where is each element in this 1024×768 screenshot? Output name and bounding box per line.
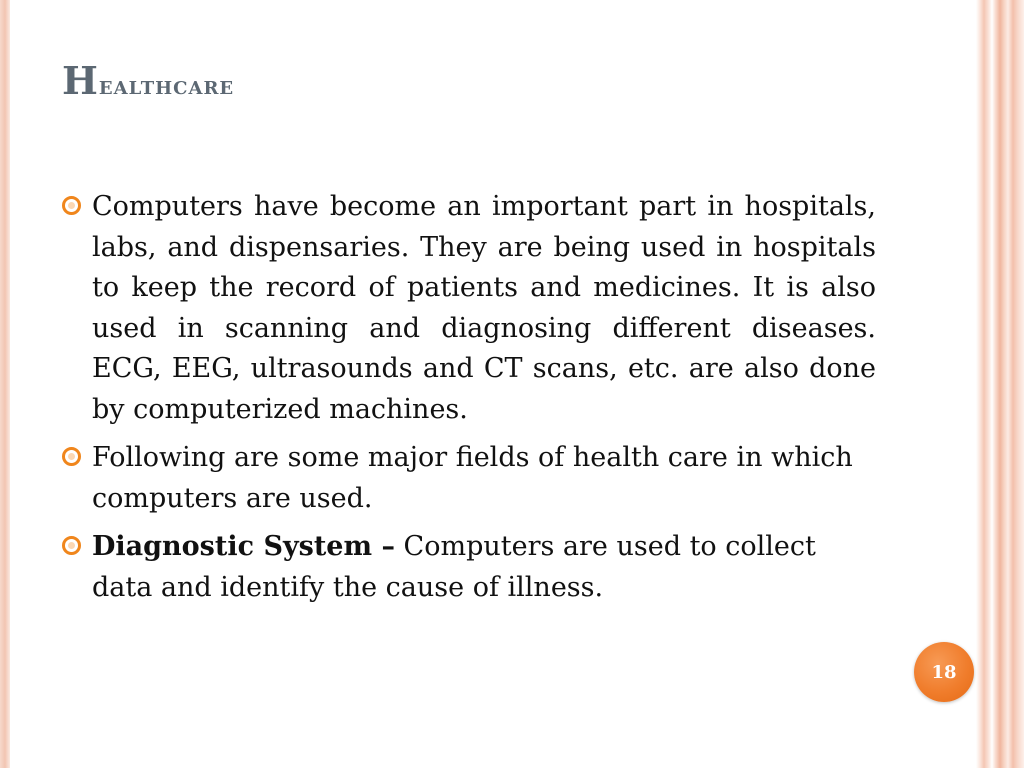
right-decorative-stripes: [976, 0, 1024, 768]
page-number-badge: 18: [914, 642, 974, 702]
bullet-item-computers-in-hospitals: [92, 187, 876, 430]
bullet-text: Following are some major fields of health care in which computers are used.: [92, 442, 853, 514]
bullet-bold-term: Diagnostic System –: [92, 531, 395, 562]
title-rest: ealthcare: [98, 71, 235, 101]
bullet-text: Computers are used to collect data and identify the cause of illness.: [92, 531, 816, 603]
ring-bullet-icon: [62, 196, 81, 215]
title-initial: H: [62, 58, 99, 103]
bullet-list: [92, 187, 876, 616]
bullet-item-diagnostic-system: [92, 527, 876, 608]
bullet-text: Computers have become an important part in hospitals, labs, and dispensaries. They are being used in hospitals to keep the record of patients and medicines. It is also used in scanning and diagnosing different diseases. ECG, EEG, ultrasounds and CT scans, etc. are also done by computerized machines.: [92, 191, 876, 425]
slide-title: [62, 58, 234, 104]
bullet-item-major-fields: [92, 438, 876, 519]
ring-bullet-icon: [62, 536, 81, 555]
left-decorative-stripe: [0, 0, 10, 768]
ring-bullet-icon: [62, 447, 81, 466]
